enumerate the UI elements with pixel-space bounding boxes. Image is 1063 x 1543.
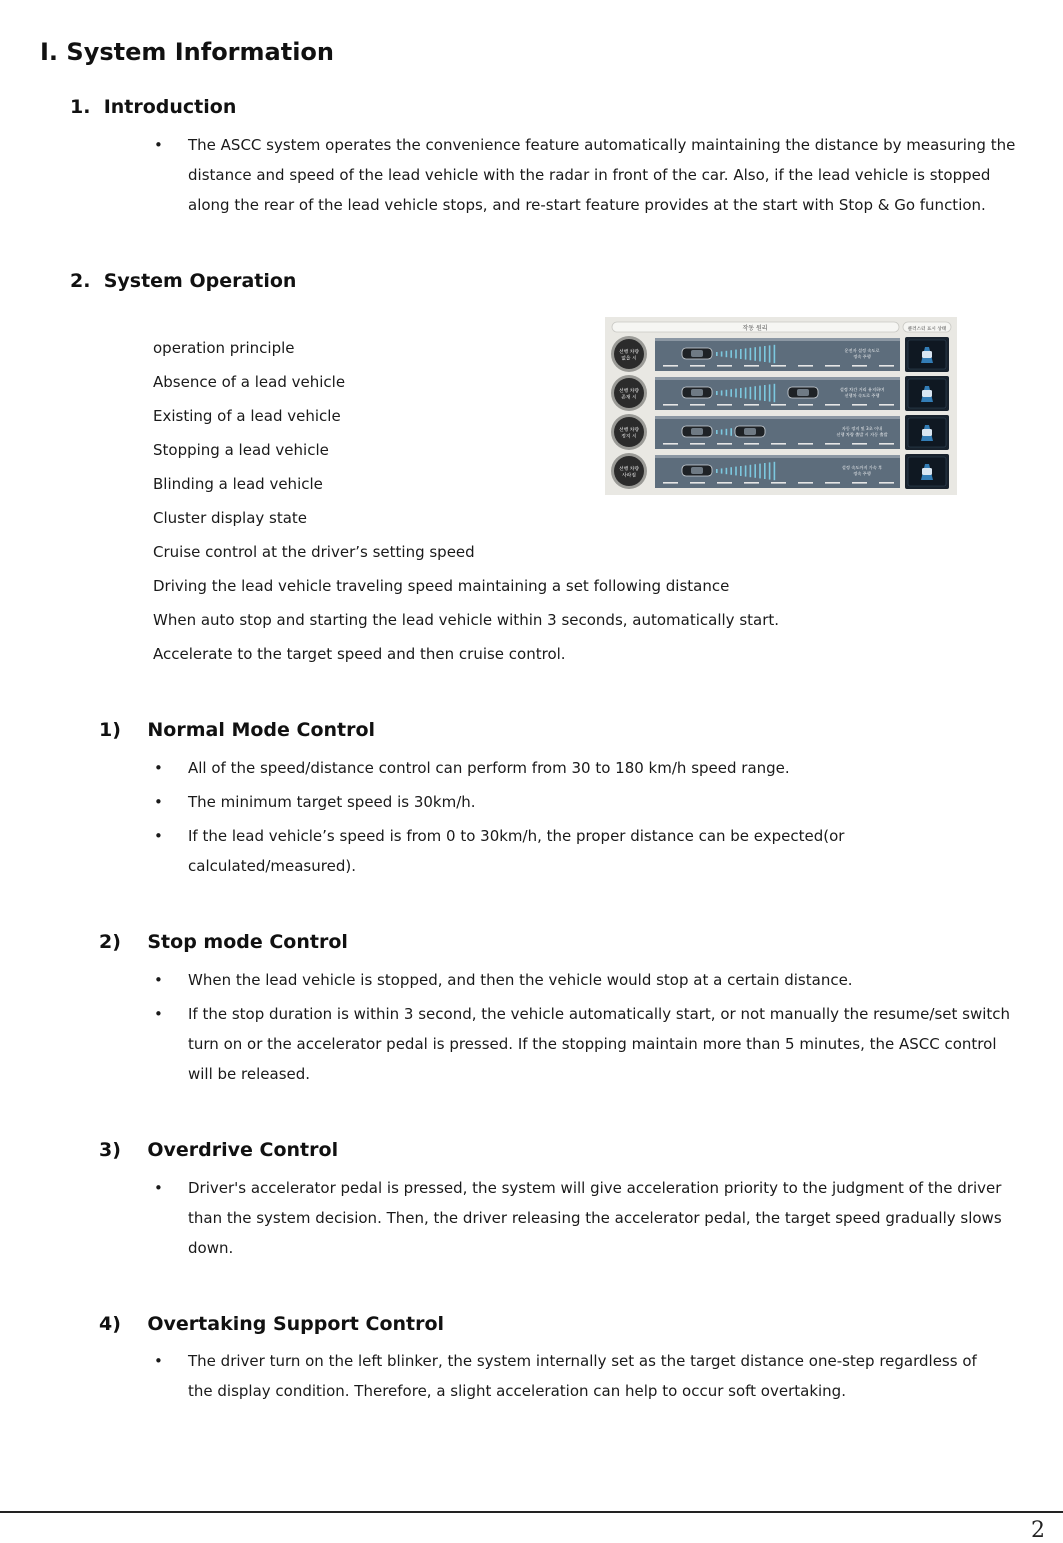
page-title: I. System Information <box>40 38 334 66</box>
bullet-symbol: • <box>154 1179 163 1197</box>
bullet-symbol: • <box>154 136 163 154</box>
bullet-symbol: • <box>154 827 163 845</box>
diagram-badge-label: 정지 시 <box>621 434 637 440</box>
section-heading-overtaking <box>99 1313 444 1335</box>
bullet-line: When the lead vehicle is stopped, and then the vehicle would stop at a certain distance. <box>188 971 853 989</box>
diagram-radar-wave <box>716 352 718 356</box>
diagram-road-edge <box>655 377 900 380</box>
diagram-lane-dash <box>690 443 705 445</box>
diagram-lane-dash <box>771 443 786 445</box>
bullet-symbol: • <box>154 1352 163 1370</box>
diagram-radar-wave <box>721 468 723 473</box>
bullet-line: turn on or the accelerator pedal is pressed. If the stopping maintain more than 5 minutes, the ASCC control <box>188 1035 997 1053</box>
diagram-radar-wave <box>769 462 771 479</box>
diagram-radar-wave <box>754 347 756 361</box>
section-number: 1) <box>99 719 121 741</box>
diagram-radar-wave <box>740 466 742 476</box>
diagram-badge-label: 선행 차량 <box>618 389 640 394</box>
diagram-radar-wave <box>735 350 737 359</box>
bullet-symbol: • <box>154 971 163 989</box>
diagram-lane-dash <box>663 404 678 406</box>
diagram-radar-wave <box>759 386 761 401</box>
diagram-radar-wave <box>740 349 742 359</box>
operation-line: Cluster display state <box>153 509 308 527</box>
diagram-lane-dash <box>798 365 813 367</box>
diagram-radar-wave <box>764 385 766 401</box>
section-heading-stop <box>99 931 348 953</box>
normal-bullet <box>154 753 1048 783</box>
diagram-radar-wave <box>764 346 766 362</box>
diagram-lane-dash <box>879 365 894 367</box>
diagram-lane-dash <box>690 404 705 406</box>
diagram-cluster-car <box>922 468 932 475</box>
operation-line: Accelerate to the target speed and then cruise control. <box>153 645 566 663</box>
bullet-line: down. <box>188 1239 234 1257</box>
diagram-radar-wave <box>750 465 752 477</box>
diagram-lane-dash <box>825 443 840 445</box>
intro-line: The ASCC system operates the convenience feature automatically maintaining the distance by measuring the <box>188 136 1016 154</box>
diagram-badge-label: 존재 시 <box>621 395 637 401</box>
diagram-lane-dash <box>879 404 894 406</box>
stop-bullet <box>154 999 1048 1089</box>
bullet-line: Driver's accelerator pedal is pressed, the system will give acceleration priority to the judgment of the driver <box>188 1179 1002 1197</box>
diagram-road-edge <box>655 416 900 419</box>
diagram-radar-wave <box>730 350 732 358</box>
diagram-lane-dash <box>717 443 732 445</box>
diagram-radar-wave <box>726 468 728 474</box>
diagram-lane-dash <box>663 482 678 484</box>
bullet-line: The minimum target speed is 30km/h. <box>188 793 476 811</box>
intro-line: along the rear of the lead vehicle stops, and re-start feature provides at the start with Stop & Go function. <box>188 196 986 214</box>
diagram-lane-dash <box>852 365 867 367</box>
bullet-symbol: • <box>154 793 163 811</box>
diagram-radar-wave <box>740 388 742 398</box>
diagram-row-description: 선행차 속도로 주행 <box>844 393 880 398</box>
operation-heading <box>70 270 296 292</box>
diagram-lane-dash <box>798 443 813 445</box>
diagram-road-edge <box>655 338 900 341</box>
diagram-lane-dash <box>663 443 678 445</box>
diagram-radar-wave <box>759 347 761 362</box>
diagram-header-label: 작동 원리 <box>742 325 768 332</box>
diagram-radar-wave <box>721 390 723 395</box>
diagram-lane-dash <box>852 404 867 406</box>
diagram-radar-wave <box>730 389 732 397</box>
overtaking-bullet <box>154 1346 1048 1406</box>
diagram-badge-label: 사라짐 <box>622 473 636 479</box>
diagram-lane-dash <box>663 365 678 367</box>
normal-bullet <box>154 787 1048 817</box>
diagram-lead-car-window <box>797 389 809 396</box>
section-heading-normal <box>99 719 375 741</box>
diagram-lane-dash <box>771 482 786 484</box>
bullet-symbol: • <box>154 1005 163 1023</box>
bullet-line: If the stop duration is within 3 second, the vehicle automatically start, or not manually the resume/set switch <box>188 1005 1011 1023</box>
diagram-row-description: 정속 주행 <box>853 354 871 359</box>
diagram-side-header-label: 클러스터 표시 상태 <box>907 327 947 332</box>
diagram-lane-dash <box>798 482 813 484</box>
operation-line: Cruise control at the driver’s setting speed <box>153 543 475 561</box>
diagram-lane-dash <box>744 443 759 445</box>
diagram-radar-wave <box>721 351 723 356</box>
operation-line: operation principle <box>153 339 295 357</box>
operation-heading-text: System Operation <box>103 270 297 292</box>
diagram-radar-wave <box>730 428 732 436</box>
footer-rule <box>0 1511 1063 1513</box>
diagram-radar-wave <box>750 387 752 399</box>
operation-line: Absence of a lead vehicle <box>153 373 346 391</box>
intro-heading <box>70 96 236 118</box>
diagram-lane-dash <box>690 365 705 367</box>
diagram-lane-dash <box>744 404 759 406</box>
bullet-line: will be released. <box>188 1065 311 1083</box>
diagram-radar-wave <box>754 464 756 478</box>
diagram-road-edge <box>655 455 900 458</box>
bullet-line: than the system decision. Then, the driver releasing the accelerator pedal, the target speed gradually slows <box>188 1209 1002 1227</box>
operation-line: Existing of a lead vehicle <box>153 407 341 425</box>
normal-bullet <box>154 821 1048 881</box>
section-heading-overdrive <box>99 1139 338 1161</box>
diagram-radar-wave <box>726 351 728 357</box>
stop-bullet <box>154 965 1048 995</box>
diagram-own-car-window <box>691 467 703 474</box>
diagram-lane-dash <box>879 443 894 445</box>
section-title: Normal Mode Control <box>147 719 376 741</box>
diagram-radar-wave <box>735 389 737 398</box>
diagram-radar-wave <box>745 387 747 398</box>
diagram-lane-dash <box>744 365 759 367</box>
section-title: Overtaking Support Control <box>147 1313 445 1335</box>
bullet-line: calculated/measured). <box>188 857 356 875</box>
intro-heading-text: Introduction <box>103 96 237 118</box>
overdrive-bullet <box>154 1173 1048 1263</box>
diagram-cluster-car <box>922 351 932 358</box>
diagram-badge-label: 없을 시 <box>621 356 637 362</box>
diagram-row-description: 자동 정지 및 3초 이내 <box>841 426 883 431</box>
diagram-radar-wave <box>754 386 756 400</box>
section-number: 3) <box>99 1139 121 1161</box>
diagram-lane-dash <box>879 482 894 484</box>
diagram-radar-wave <box>764 463 766 479</box>
diagram-badge-label: 선행 차량 <box>618 428 640 433</box>
bullet-line: If the lead vehicle’s speed is from 0 to 30km/h, the proper distance can be expected(or <box>188 827 845 845</box>
diagram-own-car-window <box>691 428 703 435</box>
diagram-row-description: 운전자 설정 속도로 <box>844 348 880 353</box>
diagram-radar-wave <box>726 390 728 396</box>
diagram-badge-label: 선행 차량 <box>618 467 640 472</box>
intro-line: distance and speed of the lead vehicle with the radar in front of the car. Also, if the lead vehicle is stopped <box>188 166 991 184</box>
diagram-lane-dash <box>852 443 867 445</box>
diagram-radar-wave <box>745 465 747 476</box>
diagram-radar-wave <box>759 464 761 479</box>
diagram-radar-wave <box>721 429 723 434</box>
section-number: 2) <box>99 931 121 953</box>
diagram-lane-dash <box>852 482 867 484</box>
diagram-lane-dash <box>771 365 786 367</box>
diagram-radar-wave <box>716 469 718 473</box>
diagram-row-description: 설정 차간 거리 유지하며 <box>839 387 885 392</box>
intro-bullet <box>154 130 1048 220</box>
diagram-radar-wave <box>730 467 732 475</box>
operation-line: Driving the lead vehicle traveling speed maintaining a set following distance <box>153 577 730 595</box>
diagram-badge-label: 선행 차량 <box>618 350 640 355</box>
diagram-radar-wave <box>750 348 752 360</box>
diagram-lane-dash <box>717 482 732 484</box>
bullet-line: The driver turn on the left blinker, the system internally set as the target distance one-step regardless of <box>188 1352 977 1370</box>
diagram-row-description: 설정 속도까지 가속 후 <box>841 465 883 470</box>
operation-line: Blinding a lead vehicle <box>153 475 323 493</box>
diagram-radar-wave <box>735 467 737 476</box>
diagram-lane-dash <box>825 365 840 367</box>
section-title: Stop mode Control <box>147 931 348 953</box>
bullet-symbol: • <box>154 759 163 777</box>
diagram-cluster-car <box>922 429 932 436</box>
diagram-radar-wave <box>769 384 771 401</box>
section-title: Overdrive Control <box>147 1139 339 1161</box>
diagram-radar-wave <box>716 430 718 434</box>
operation-line: When auto stop and starting the lead vehicle within 3 seconds, automatically start. <box>153 611 780 629</box>
operation-line: Stopping a lead vehicle <box>153 441 329 459</box>
diagram-lane-dash <box>771 404 786 406</box>
page-number: 2 <box>1031 1518 1045 1543</box>
diagram-svg <box>605 317 957 495</box>
diagram-radar-wave <box>745 348 747 359</box>
diagram-lane-dash <box>825 404 840 406</box>
diagram-row-description: 정속 주행 <box>853 471 871 476</box>
operation-heading-number: 2. <box>70 270 91 292</box>
diagram-radar-wave <box>769 345 771 362</box>
bullet-line: All of the speed/distance control can perform from 30 to 180 km/h speed range. <box>188 759 790 777</box>
diagram-radar-wave <box>774 462 776 480</box>
diagram-lead-car-window <box>744 428 756 435</box>
diagram-radar-wave <box>716 391 718 395</box>
bullet-line: the display condition. Therefore, a slight acceleration can help to occur soft overtaking. <box>188 1382 846 1400</box>
diagram-lane-dash <box>717 404 732 406</box>
diagram-lane-dash <box>690 482 705 484</box>
diagram-row-description: 선행 차량 출발 시 자동 출발 <box>836 432 888 437</box>
diagram-radar-wave <box>774 384 776 402</box>
diagram-lane-dash <box>798 404 813 406</box>
intro-heading-number: 1. <box>70 96 91 118</box>
diagram-lane-dash <box>717 365 732 367</box>
diagram-own-car-window <box>691 350 703 357</box>
diagram-own-car-window <box>691 389 703 396</box>
section-number: 4) <box>99 1313 121 1335</box>
diagram-cluster-car <box>922 390 932 397</box>
diagram-radar-wave <box>726 429 728 435</box>
diagram-radar-wave <box>774 345 776 363</box>
diagram-lane-dash <box>744 482 759 484</box>
diagram-lane-dash <box>825 482 840 484</box>
operation-principle-diagram <box>605 317 957 495</box>
